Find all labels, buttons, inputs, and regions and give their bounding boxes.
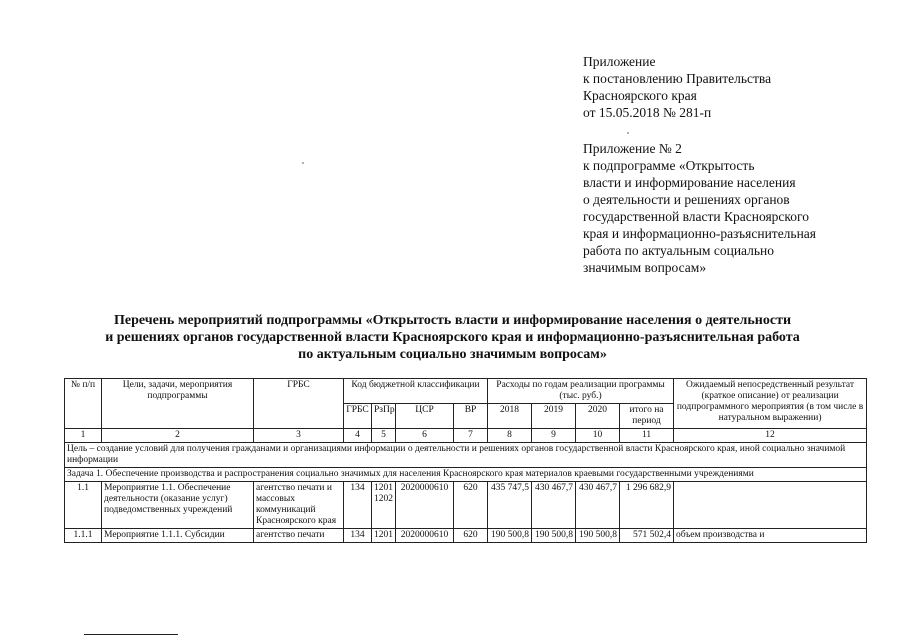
subheader-2019: 2019 — [532, 404, 576, 429]
row-total: 1 296 682,9 — [620, 482, 674, 529]
header-num: № п/п — [65, 379, 102, 429]
column-number: 2 — [102, 429, 254, 443]
subheader-grbs: ГРБС — [344, 404, 372, 429]
activities-table — [64, 378, 867, 543]
annex-header-2 — [583, 140, 816, 276]
header-expenses: Расходы по годам реализации программы (тыс. руб.) — [488, 379, 674, 404]
row-vr: 620 — [454, 529, 488, 543]
row-name: Мероприятие 1.1. Обеспечение деятельности (оказание услуг) подведомственных учреждений — [102, 482, 254, 529]
subheader-total: итого на период — [620, 404, 674, 429]
row-rzpr: 1201 1202 — [372, 482, 396, 529]
subheader-csr: ЦСР — [396, 404, 454, 429]
row-2019: 190 500,8 — [532, 529, 576, 543]
column-number: 3 — [254, 429, 344, 443]
annex2-line: о деятельности и решениях органов — [583, 192, 790, 207]
goal-row — [65, 443, 867, 468]
subheader-vr: ВР — [454, 404, 488, 429]
subheader-rzpr: РзПр — [372, 404, 396, 429]
table-row — [65, 482, 867, 529]
row-grbs: 134 — [344, 529, 372, 543]
column-number: 8 — [488, 429, 532, 443]
annex2-line: государственной власти Красноярского — [583, 209, 809, 224]
column-number: 4 — [344, 429, 372, 443]
annex1-line: от 15.05.2018 № 281-п — [583, 105, 712, 120]
document-title — [40, 312, 865, 363]
row-2020: 190 500,8 — [576, 529, 620, 543]
row-grbs-name: агентство печати — [254, 529, 344, 543]
row-rzpr: 1201 — [372, 529, 396, 543]
row-num: 1.1 — [65, 482, 102, 529]
column-number: 1 — [65, 429, 102, 443]
title-line: по актуальным социально значимым вопросам» — [298, 347, 607, 362]
column-number: 9 — [532, 429, 576, 443]
column-number: 6 — [396, 429, 454, 443]
annex2-line: к подпрограмме «Открытость — [583, 158, 755, 173]
column-number: 5 — [372, 429, 396, 443]
annex2-line: Приложение № 2 — [583, 141, 682, 156]
row-csr: 2020000610 — [396, 529, 454, 543]
annex1-line: Приложение — [583, 54, 656, 69]
column-number-row — [65, 429, 867, 443]
row-vr: 620 — [454, 482, 488, 529]
task-text: Задача 1. Обеспечение производства и распространения социально значимых для населения Красноярского края материалов краевыми государственными учреждениями — [65, 468, 867, 482]
row-name: Мероприятие 1.1.1. Субсидии — [102, 529, 254, 543]
column-number: 11 — [620, 429, 674, 443]
table-row — [65, 529, 867, 543]
title-line: и решениях органов государственной власти Красноярского края и информационно-разъяснительная работа — [105, 330, 800, 345]
task-row — [65, 468, 867, 482]
annex1-line: к постановлению Правительства — [583, 71, 772, 86]
annex-header-1 — [583, 53, 771, 121]
row-result: объем производства и — [674, 529, 867, 543]
header-grbs-name: ГРБС — [254, 379, 344, 429]
scan-speck — [302, 162, 304, 164]
header-row — [65, 379, 867, 404]
row-grbs-name: агентство печати и массовых коммуникаций Красноярского края — [254, 482, 344, 529]
subheader-2020: 2020 — [576, 404, 620, 429]
header-result: Ожидаемый непосредственный результат (краткое описание) от реализации подпрограммного мероприятия (в том числе в натуральном выражении) — [674, 379, 867, 429]
column-number: 10 — [576, 429, 620, 443]
column-number: 12 — [674, 429, 867, 443]
subheader-2018: 2018 — [488, 404, 532, 429]
row-num: 1.1.1 — [65, 529, 102, 543]
annex2-line: власти и информирование населения — [583, 175, 796, 190]
annex2-line: края и информационно-разъяснительная — [583, 226, 817, 241]
footnote-divider — [84, 634, 178, 635]
scan-speck — [627, 132, 629, 134]
goal-text: Цель – создание условий для получения гражданами и организациями информации о деятельности и решениях органов государственной власти Красноярского края, иной социально значимой информации — [65, 443, 867, 468]
annex2-line: значимым вопросам» — [583, 260, 707, 275]
row-total: 571 502,4 — [620, 529, 674, 543]
row-2018: 190 500,8 — [488, 529, 532, 543]
header-budget-code: Код бюджетной классификации — [344, 379, 488, 404]
row-2018: 435 747,5 — [488, 482, 532, 529]
title-line: Перечень мероприятий подпрограммы «Открытость власти и информирование населения о деятельности — [113, 313, 792, 328]
row-csr: 2020000610 — [396, 482, 454, 529]
header-goals: Цели, задачи, мероприятия подпрограммы — [102, 379, 254, 429]
row-result — [674, 482, 867, 529]
row-grbs: 134 — [344, 482, 372, 529]
row-2019: 430 467,7 — [532, 482, 576, 529]
column-number: 7 — [454, 429, 488, 443]
row-2020: 430 467,7 — [576, 482, 620, 529]
annex1-line: Красноярского края — [583, 88, 697, 103]
annex2-line: работа по актуальным социально — [583, 243, 775, 258]
